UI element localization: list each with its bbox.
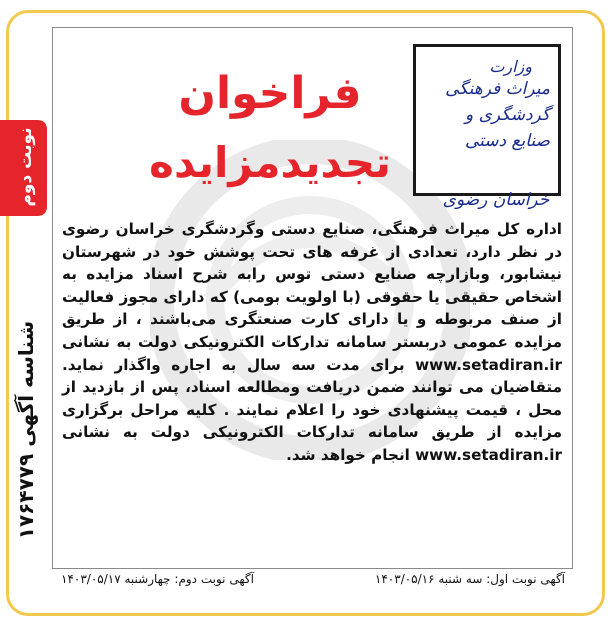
round-label: نوبت دوم	[16, 127, 36, 207]
logo-line-4: صنایع دستی	[464, 131, 550, 151]
title-line-2: تجدیدمزایده	[149, 138, 391, 187]
logo-line-3: گردشگری و	[465, 105, 550, 125]
logo-line-2: میراث فرهنگی	[445, 79, 550, 99]
logo-region: خراسان رضوی	[442, 190, 550, 210]
announcement-body	[62, 218, 562, 467]
first-publication-date: آگهی نوبت اول: سه شنبه ۱۴۰۳/۰۵/۱۶	[374, 572, 565, 586]
publication-dates	[55, 572, 571, 592]
title-line-1: فراخوان	[178, 68, 362, 119]
ad-id: شناسه آگهی ۱۷۶۴۷۷۹	[14, 320, 38, 540]
body-paragraph: اداره کل میراث فرهنگی، صنایع دستی وگردشگری خراسان رضوی در نظر دارد، تعدادی از غرفه های تحت پوشش خود در شهرستان نیشابور، وبازارچه صنایع دستی توس رابه شرح اسناد مزایده به اشخاص حقیقی یا حقوقی (با اولویت بومی) که دارای مجوز فعالیت از صنف مربوطه و یا دارای کارت صنعتگری می‌باشند ، از طریق مزایده عمومی دربستر سامانه تدارکات الکترونیکی دولت به نشانی www.setadiran.ir برای مدت سه سال به اجاره واگذار نماید. متقاضیان می توانند ضمن دریافت ومطالعه اسناد، پس از بازدید از محل ، قیمت پیشنهادی خود را اعلام نمایند . کلیه مراحل برگزاری مزایده از طریق سامانه تدارکات الکترونیکی دولت به نشانی www.setadiran.ir انجام خواهد شد.	[62, 220, 562, 464]
logo-line-1: وزارت	[489, 57, 532, 76]
second-publication-date: آگهی نوبت دوم: چهارشنبه ۱۴۰۳/۰۵/۱۷	[61, 572, 254, 586]
ministry-logo	[413, 44, 561, 196]
side-strip	[0, 0, 50, 624]
